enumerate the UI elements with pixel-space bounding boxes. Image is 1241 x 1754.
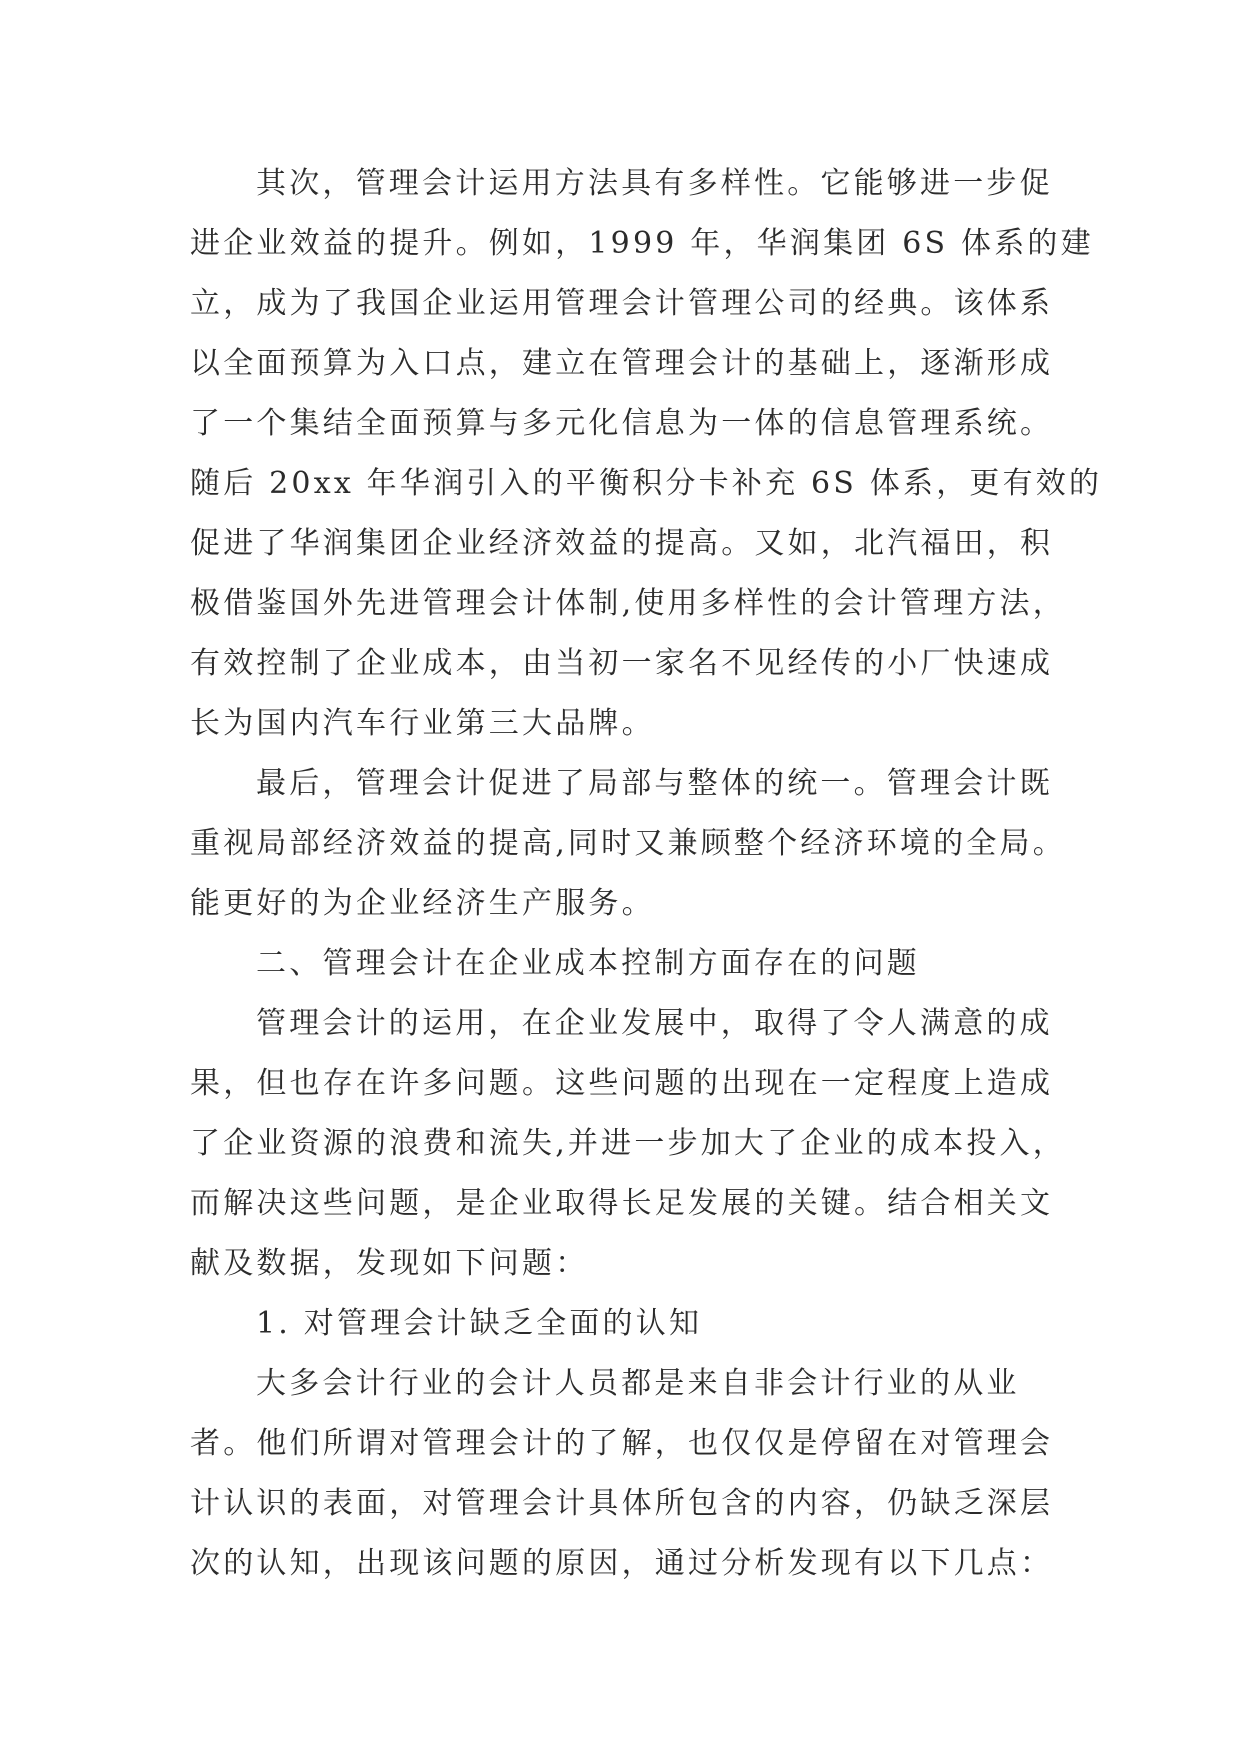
paragraph-line: 果，但也存在许多问题。这些问题的出现在一定程度上造成: [190, 1066, 1054, 1101]
paragraph-line: 立，成为了我国企业运用管理会计管理公司的经典。该体系: [190, 286, 1054, 321]
paragraph-line: 了企业资源的浪费和流失,并进一步加大了企业的成本投入，: [190, 1126, 1066, 1161]
paragraph-line: 了一个集结全面预算与多元化信息为一体的信息管理系统。: [190, 406, 1054, 441]
paragraph-line: 者。他们所谓对管理会计的了解，也仅仅是停留在对管理会: [190, 1426, 1054, 1461]
paragraph-line: 长为国内汽车行业第三大品牌。: [190, 706, 655, 741]
paragraph-line: 极借鉴国外先进管理会计体制,使用多样性的会计管理方法，: [190, 586, 1066, 621]
paragraph-line: 次的认知，出现该问题的原因，通过分析发现有以下几点：: [190, 1546, 1054, 1581]
paragraph-line: 重视局部经济效益的提高,同时又兼顾整个经济环境的全局。: [190, 826, 1066, 861]
section-heading: 二、管理会计在企业成本控制方面存在的问题: [256, 946, 920, 981]
paragraph-line: 其次，管理会计运用方法具有多样性。它能够进一步促: [256, 166, 1053, 201]
paragraph-line: 献及数据，发现如下问题：: [190, 1246, 589, 1281]
paragraph-line: 进企业效益的提升。例如，1999 年，华润集团 6S 体系的建: [190, 226, 1094, 261]
paragraph-line: 以全面预算为入口点，建立在管理会计的基础上，逐渐形成: [190, 346, 1054, 381]
paragraph-line: 管理会计的运用，在企业发展中，取得了令人满意的成: [256, 1006, 1053, 1041]
paragraph-line: 大多会计行业的会计人员都是来自非会计行业的从业: [256, 1366, 1020, 1401]
paragraph-line: 能更好的为企业经济生产服务。: [190, 886, 655, 921]
paragraph-line: 而解决这些问题，是企业取得长足发展的关键。结合相关文: [190, 1186, 1054, 1221]
paragraph-line: 最后，管理会计促进了局部与整体的统一。管理会计既: [256, 766, 1053, 801]
paragraph-line: 促进了华润集团企业经济效益的提高。又如，北汽福田，积: [190, 526, 1054, 561]
paragraph-line: 随后 20xx 年华润引入的平衡积分卡补充 6S 体系，更有效的: [190, 466, 1103, 501]
paragraph-line: 计认识的表面，对管理会计具体所包含的内容，仍缺乏深层: [190, 1486, 1054, 1521]
paragraph-line: 有效控制了企业成本，由当初一家名不见经传的小厂快速成: [190, 646, 1054, 681]
subsection-heading: 1. 对管理会计缺乏全面的认知: [256, 1306, 703, 1341]
